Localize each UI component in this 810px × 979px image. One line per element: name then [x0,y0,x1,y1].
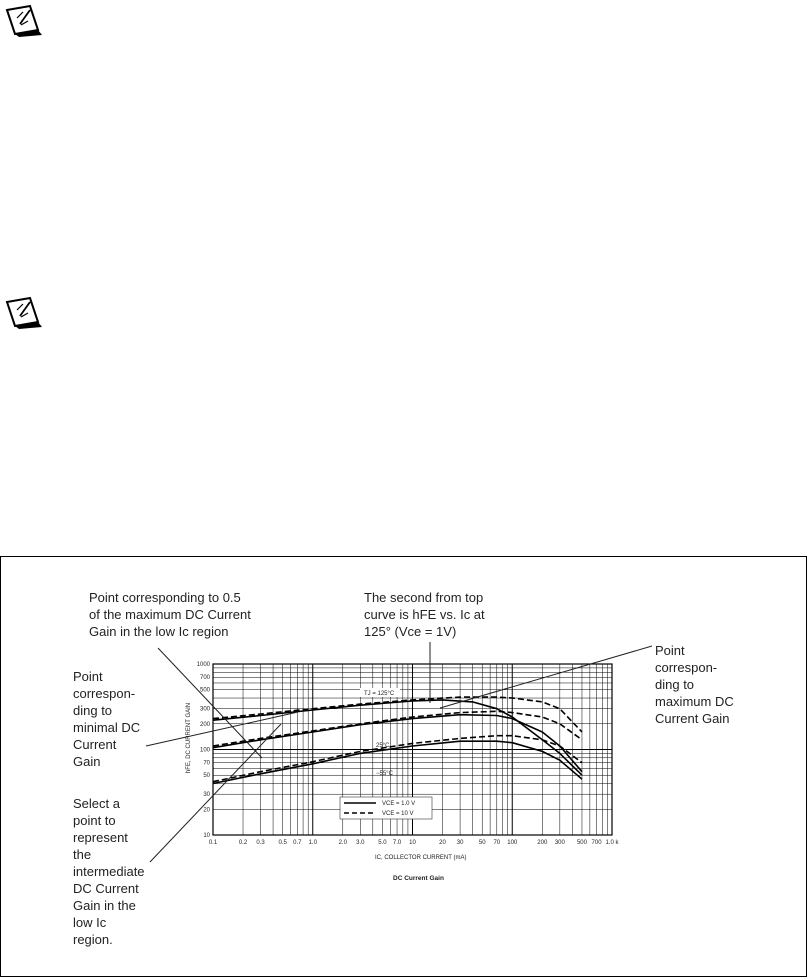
y-tick-label: 500 [199,687,210,694]
annotation-line: DC Current [73,881,139,896]
x-tick-label: 20 [439,840,446,846]
x-tick-label: 200 [537,840,548,846]
annotation-line: Gain in the low Ic region [89,624,229,639]
annotation-line: Point corresponding to 0.5 [89,590,241,605]
annotation-line: ding to [655,677,695,692]
chart-legend [340,797,432,819]
annotation-line: region. [73,932,113,947]
legend-label-10v: VCE = 10 V [382,811,414,817]
x-tick-label: 0.3 [256,840,265,846]
annotation-line: minimal DC [73,720,141,735]
annotation-line: correspon- [73,686,136,701]
curve-label-125: TJ = 125°C [364,691,395,697]
annotation-line: intermediate [73,864,145,879]
chart-title: DC Current Gain [393,875,444,882]
x-tick-label: 1.0 [308,840,317,846]
annotation-line: Select a [73,796,120,811]
x-tick-label: 0.5 [278,840,287,846]
x-tick-label: 100 [507,840,518,846]
x-tick-label: 0.1 [208,840,218,846]
x-tick-label: 700 [591,840,602,846]
annotation-line: the [73,847,92,862]
annotation-line: represent [73,830,128,845]
annotation-line: Current [73,737,117,752]
annotation-line: The second from top [364,590,484,605]
y-tick-label: 50 [203,773,210,780]
x-tick-label: 300 [554,840,565,846]
annotation-line: point to [73,813,116,828]
y-tick-label: 70 [203,760,210,767]
x-tick-label: 1.0 k [605,840,619,846]
y-axis-label: hFE, DC CURRENT GAIN [186,702,192,774]
x-tick-label: 7.0 [392,840,402,846]
annotation-line: Point [655,643,685,658]
x-tick-label: 500 [576,840,587,846]
y-tick-label: 300 [199,706,210,713]
annotation-line: curve is hFE vs. Ic at [364,607,485,622]
x-axis-label: IC, COLLECTOR CURRENT (mA) [375,855,467,861]
annotation-line: of the maximum DC Current [89,607,251,622]
x-tick-label: 0.7 [293,840,302,846]
x-tick-label: 2.0 [338,840,347,846]
x-tick-label: 30 [456,840,464,846]
y-tick-label: 100 [199,747,210,754]
x-tick-label: 70 [493,840,501,846]
annotation-second-curve [364,590,485,639]
annotation-line: 125° (Vce = 1V) [364,624,457,639]
x-tick-labels [209,840,620,846]
annotation-line: low Ic [73,915,107,930]
annotation-line: Current Gain [655,711,730,726]
annotation-line: Gain [73,754,101,769]
annotation-intermediate [73,796,145,947]
annotation-half-max [89,590,251,639]
annotation-line: correspon- [655,660,718,675]
annotation-line: maximum DC [655,694,734,709]
legend-label-1v: VCE = 1.0 V [382,801,416,807]
annotation-line: ding to [73,703,113,718]
y-tick-label: 20 [203,807,210,814]
annotation-line: Point [73,669,103,684]
x-tick-label: 10 [409,840,416,846]
y-tick-label: 1000 [196,662,210,668]
y-tick-label: 10 [203,833,210,839]
annotation-maximum [655,643,734,726]
x-tick-label: 5.0 [378,840,387,846]
annotation-minimal [73,669,140,769]
curve-label-25: 25°C [376,743,390,749]
y-tick-label: 200 [199,721,210,728]
y-tick-label: 30 [203,792,210,799]
y-tick-label: 700 [199,675,210,682]
annotation-line: Gain in the [73,898,136,913]
x-tick-label: 0.2 [238,840,248,846]
x-tick-label: 3.0 [356,840,365,846]
y-tick-labels [197,662,211,839]
curve-label-minus55: −55°C [376,771,393,777]
x-tick-label: 50 [478,840,486,846]
